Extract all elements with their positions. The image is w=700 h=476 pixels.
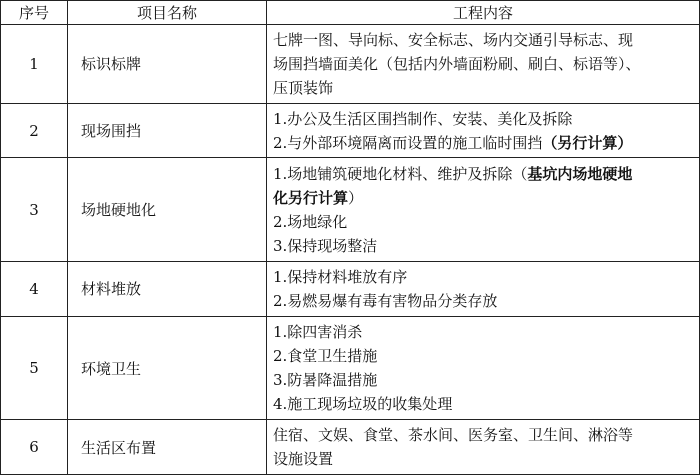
row-name: 现场围挡 xyxy=(68,103,267,157)
row-name: 标识标牌 xyxy=(68,24,267,103)
header-name: 项目名称 xyxy=(68,1,267,25)
table-row xyxy=(1,262,700,316)
header-num: 序号 xyxy=(1,1,68,25)
row-content xyxy=(267,158,700,262)
content-line: 2.易燃易爆有毒有害物品分类存放 xyxy=(273,291,498,310)
content-line: 住宿、文娱、食堂、茶水间、医务室、卫生间、淋浴等 xyxy=(273,426,634,445)
row-num: 3 xyxy=(1,158,68,262)
row-content xyxy=(267,24,700,103)
table-row xyxy=(1,420,700,475)
content-line: 压顶装饰 xyxy=(273,78,334,97)
content-line xyxy=(273,186,693,210)
content-line xyxy=(273,162,693,186)
content-line: 1.除四害消杀 xyxy=(273,323,363,342)
content-text: 1.场地铺筑硬地化材料、维护及拆除（ xyxy=(273,164,528,183)
content-line: 3.保持现场整洁 xyxy=(273,236,378,255)
content-line: 场围挡墙面美化（包括内外墙面粉刷、刷白、标语等）、 xyxy=(273,54,641,73)
row-name: 场地硬地化 xyxy=(68,158,267,262)
table-row xyxy=(1,24,700,103)
row-num: 6 xyxy=(1,420,68,475)
content-line xyxy=(273,131,693,155)
content-line: 1.保持材料堆放有序 xyxy=(273,267,408,286)
row-content xyxy=(267,316,700,420)
row-num: 5 xyxy=(1,316,68,420)
table-row xyxy=(1,316,700,420)
row-num: 2 xyxy=(1,103,68,157)
content-text: ） xyxy=(348,188,364,207)
content-line: 2.场地绿化 xyxy=(273,212,348,231)
content-line: 七牌一图、导向标、安全标志、场内交通引导标志、现 xyxy=(273,30,634,49)
row-num: 1 xyxy=(1,24,68,103)
row-content xyxy=(267,103,700,157)
header-content: 工程内容 xyxy=(267,1,700,25)
row-name: 生活区布置 xyxy=(68,420,267,475)
content-bold-note: 化另行计算 xyxy=(273,188,349,207)
row-name: 材料堆放 xyxy=(68,262,267,316)
row-name: 环境卫生 xyxy=(68,316,267,420)
row-content xyxy=(267,262,700,316)
table-header-row xyxy=(1,1,700,25)
content-line: 2.食堂卫生措施 xyxy=(273,347,378,366)
row-num: 4 xyxy=(1,262,68,316)
content-text: 2.与外部环境隔离而设置的施工临时围挡 xyxy=(273,133,543,152)
content-line: 4.施工现场垃圾的收集处理 xyxy=(273,395,453,414)
row-content xyxy=(267,420,700,475)
table-row xyxy=(1,158,700,262)
content-bold-note: （另行计算） xyxy=(542,133,633,152)
content-bold-note: 基坑内场地硬地 xyxy=(527,164,633,183)
table-row xyxy=(1,103,700,157)
content-line: 设施设置 xyxy=(273,450,334,469)
content-line: 3.防暑降温措施 xyxy=(273,371,378,390)
content-line: 1.办公及生活区围挡制作、安装、美化及拆除 xyxy=(273,109,573,128)
